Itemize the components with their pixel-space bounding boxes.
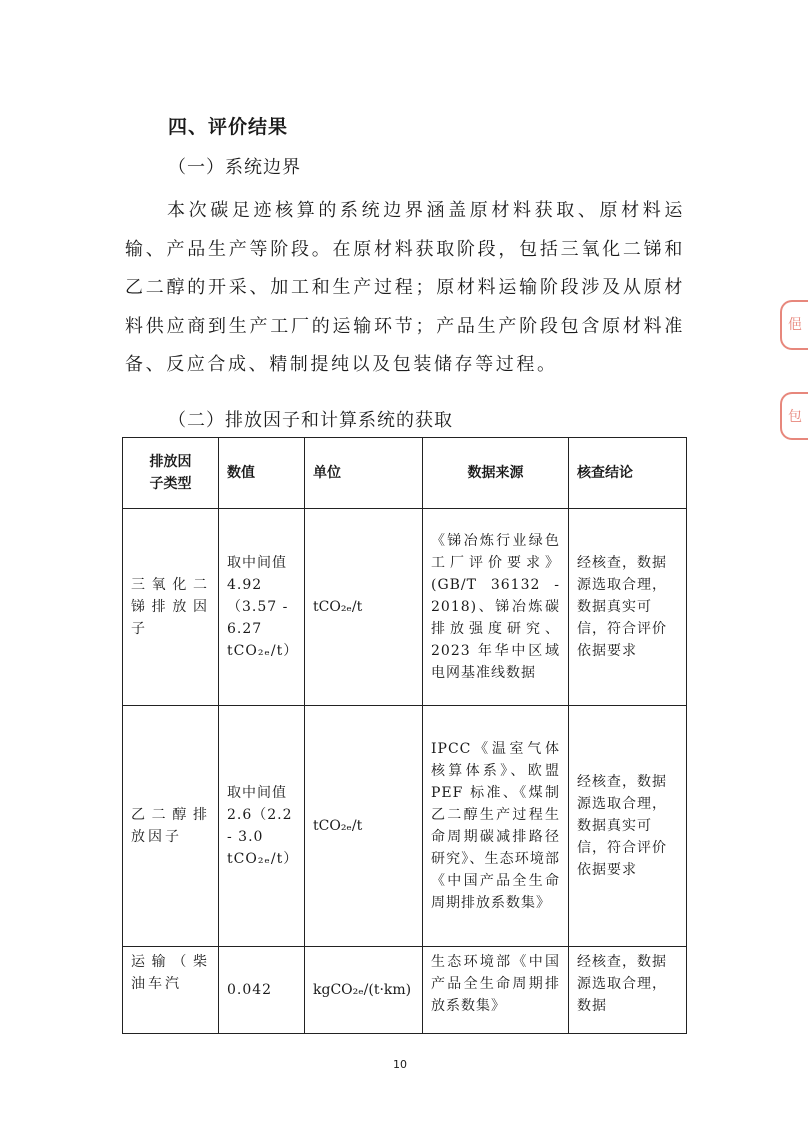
cell-conclusion: 经核查，数据源选取合理，数据 [569, 947, 687, 1034]
cell-conclusion: 经核查，数据源选取合理，数据真实可信，符合评价依据要求 [569, 706, 687, 947]
table-header-row [123, 438, 687, 509]
cell-factor-type: 三氧化二锑排放因子 [123, 509, 219, 706]
seal-glyph: 包 [788, 409, 802, 425]
header-conclusion: 核查结论 [569, 438, 687, 509]
cell-source: 《锑冶炼行业绿色工厂评价要求》(GB/T 36132 - 2018)、锑冶炼碳排放强度研究、2023 年华中区域电网基准线数据 [423, 509, 569, 706]
cell-source: IPCC《温室气体核算体系》、欧盟 PEF 标准、《煤制乙二醇生产过程生命周期碳减排路径研究》、生态环境部《中国产品全生命周期排放系数集》 [423, 706, 569, 947]
subsection-system-boundary: （一）系统边界 [168, 157, 301, 178]
cell-value: 0.042 [219, 947, 305, 1034]
header-source: 数据来源 [423, 438, 569, 509]
seal-glyph: 俋 [788, 317, 802, 333]
cell-conclusion: 经核查，数据源选取合理，数据真实可信，符合评价依据要求 [569, 509, 687, 706]
emission-factor-table [122, 437, 687, 1034]
table-row [123, 706, 687, 947]
page-number: 10 [393, 1058, 407, 1071]
table-row [123, 509, 687, 706]
header-value: 数值 [219, 438, 305, 509]
header-unit: 单位 [305, 438, 423, 509]
cell-factor-type: 运输（柴油车汽 [123, 947, 219, 1034]
cell-value: 取中间值 4.92（3.57 - 6.27 tCO₂ₑ/t） [219, 509, 305, 706]
subsection-emission-factors: （二）排放因子和计算系统的获取 [168, 410, 453, 431]
cell-unit: kgCO₂ₑ/(t·km) [305, 947, 423, 1034]
seal-stamp-fragment [780, 300, 808, 350]
boundary-paragraph: 本次碳足迹核算的系统边界涵盖原材料获取、原材料运输、产品生产等阶段。在原材料获取阶段，包括三氧化二锑和乙二醇的开采、加工和生产过程；原材料运输阶段涉及从原材料供应商到生产工厂的运输环节；产品生产阶段包含原材料准备、反应合成、精制提纯以及包装储存等过程。 [125, 200, 685, 375]
seal-stamp-fragment [780, 392, 808, 440]
header-factor-type: 排放因 子类型 [123, 438, 219, 509]
cell-value: 取中间值 2.6（2.2 - 3.0 tCO₂ₑ/t） [219, 706, 305, 947]
cell-source: 生态环境部《中国产品全生命周期排放系数集》 [423, 947, 569, 1034]
cell-factor-type: 乙二醇排放因子 [123, 706, 219, 947]
table-row [123, 947, 687, 1034]
cell-unit: tCO₂ₑ/t [305, 509, 423, 706]
section-title: 四、评价结果 [168, 116, 289, 138]
cell-unit: tCO₂ₑ/t [305, 706, 423, 947]
